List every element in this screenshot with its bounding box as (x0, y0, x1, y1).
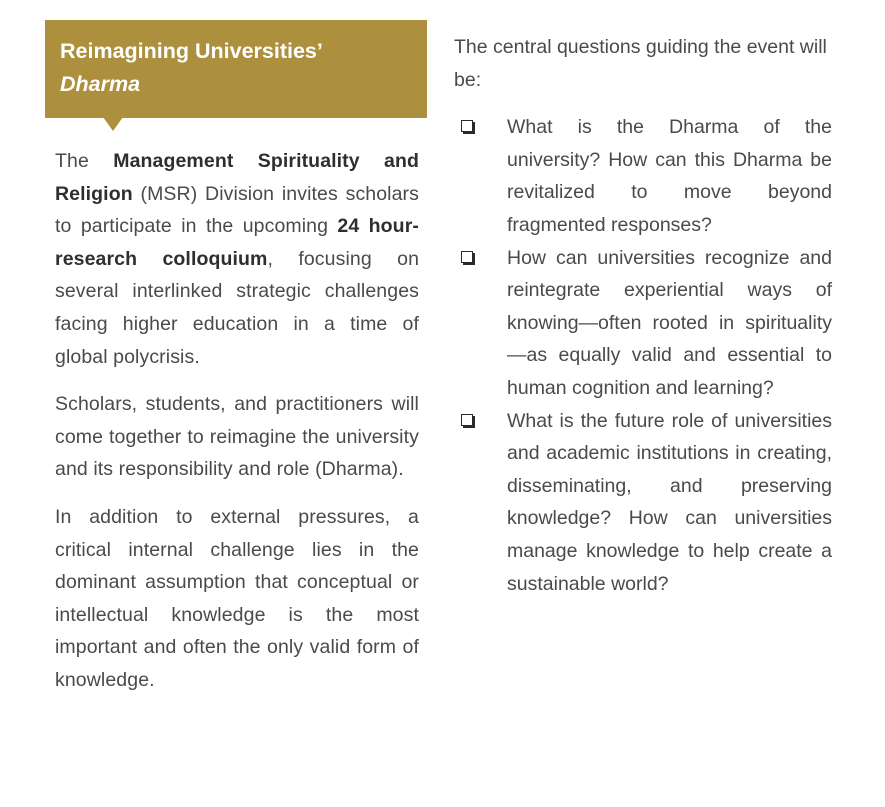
questions-intro: The central questions guiding the event will be: (454, 36, 827, 91)
division-name: Management Spirituality and Religion (55, 150, 419, 205)
colloquium-name: 24 hour-research colloquium (55, 215, 419, 270)
scholars-paragraph: Scholars, students, and practitioners will come together to reimagine the university and its responsibility and role (Dharma). (55, 393, 419, 481)
checkbox-bullet-icon (461, 414, 473, 426)
intro-text-2: (MSR) Division invites scholars to participate in the upcoming (55, 182, 419, 238)
intro-text-3: , focusing on several interlinked strategic challenges facing higher education in a time of global polycrisis. (55, 247, 420, 368)
question-item (454, 111, 832, 241)
title-banner (45, 20, 427, 118)
right-column (454, 31, 832, 600)
challenge-paragraph: In addition to external pressures, a critical internal challenge lies in the dominant assumption that conceptual or intellectual knowledge is the most important and often the only valid form of knowledge. (55, 505, 419, 691)
title-line-1: Reimagining Universities’ (60, 39, 323, 63)
checkbox-bullet-icon (461, 251, 473, 263)
questions-list (454, 111, 832, 600)
question-text: What is the future role of universities and academic institutions in creating, disseminating, and preserving knowledge? How can universities manage knowledge to help create a sustainable world? (507, 409, 832, 595)
checkbox-bullet-icon (461, 120, 473, 132)
question-text: How can universities recognize and reintegrate experiential ways of knowing—often rooted in spirituality—as equally valid and essential to human cognition and learning? (507, 246, 832, 399)
question-text: What is the Dharma of the university? How can this Dharma be revitalized to move beyond fragmented responses? (507, 116, 832, 236)
left-column (55, 145, 419, 712)
title-line-2: Dharma (60, 72, 141, 96)
page-title (60, 35, 412, 101)
intro-paragraph (55, 145, 419, 373)
question-item (454, 405, 832, 601)
intro-text-1: The (55, 150, 114, 172)
question-item (454, 242, 832, 405)
banner-pointer (103, 117, 123, 131)
